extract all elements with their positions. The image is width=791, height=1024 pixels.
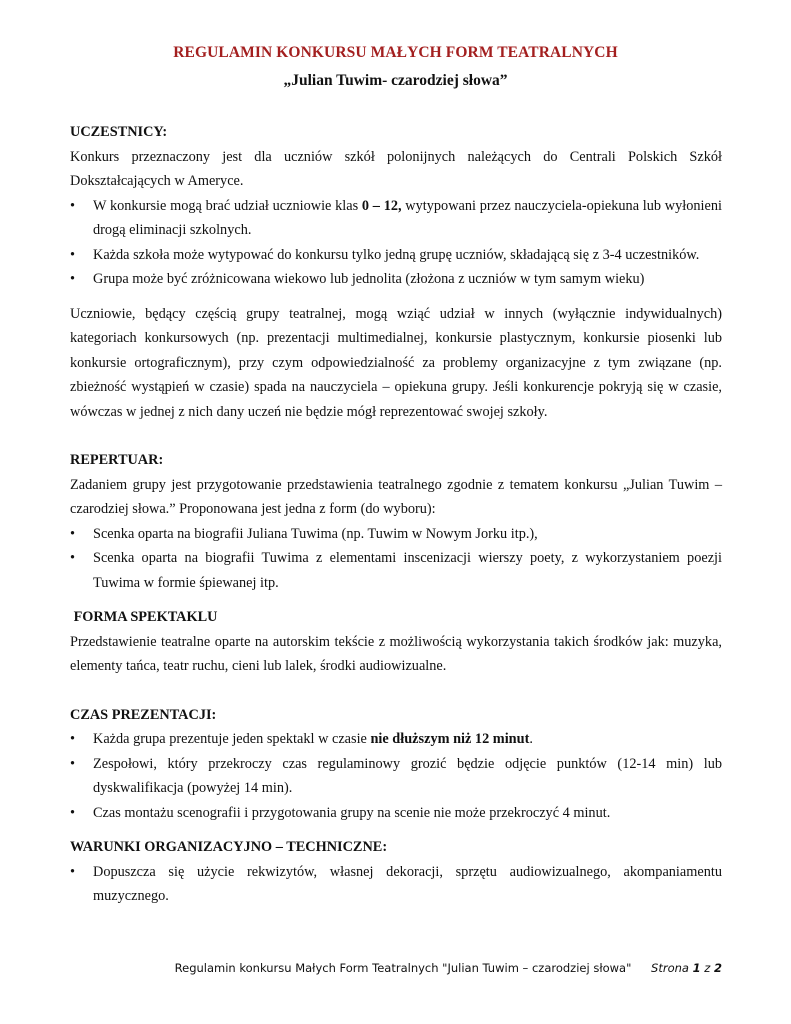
section-heading-warunki: WARUNKI ORGANIZACYJNO – TECHNICZNE: [70,839,388,855]
list-item [70,752,722,801]
paragraph: Konkurs przeznaczony jest dla uczniów szkół polonijnych należących do Centrali Polskich Szkół Dokształcających w Ameryce. [70,148,722,189]
bullet-icon: • [70,525,76,542]
section-heading-repertuar: REPERTUAR: [70,452,164,468]
list-item-text: Scenka oparta na biografii Juliana Tuwima (np. Tuwim w Nowym Jorku itp.), [93,525,538,542]
bullet-icon: • [70,197,76,214]
bullet-icon: • [70,246,76,263]
list-item-text: Scenka oparta na biografii Tuwima z elementami inscenizacji wierszy poety, z wykorzystaniem poezji Tuwima w formie śpiewanej itp. [93,550,722,591]
list-item-text: Dopuszcza się użycie rekwizytów, własnej dekoracji, sprzętu audiowizualnego, akompaniamentu muzycznego. [93,863,722,904]
section-heading-uczestnicy: UCZESTNICY: [70,124,168,140]
paragraph: Zadaniem grupy jest przygotowanie przedstawienia teatralnego zgodnie z tematem konkursu „Julian Tuwim – czarodziej słowa.” Proponowana jest jedna z form (do wyboru): [70,476,722,517]
page-footer [175,961,722,975]
document-subtitle: „Julian Tuwim- czarodziej słowa” [283,72,508,89]
list-item [70,546,722,595]
document-body [70,120,722,909]
list-item-text: Każda grupa prezentuje jeden spektakl w czasie nie dłuższym niż 12 minut. [93,731,533,747]
bullet-icon: • [70,863,76,880]
list-item [70,727,722,752]
page-number: Strona 1 z 2 [651,961,722,975]
list-item [70,522,722,547]
bullet-icon: • [70,271,76,287]
list-item-text: Czas montażu scenografii i przygotowania grupy na scenie nie może przekroczyć 4 minut. [93,804,611,821]
bullet-icon: • [70,731,76,747]
footer-text: Regulamin konkursu Małych Form Teatralnych "Julian Tuwim – czarodziej słowa" [174,961,632,975]
paragraph: Uczniowie, będący częścią grupy teatralnej, mogą wziąć udział w innych (wyłącznie indywidualnych) kategoriach konkursowych (np. prezentacji multimedialnej, konkursie plastycznym, konkursie piosenki lub konkursie ortograficznym), przy czym odpowiedzialność za problemy organizacyjne z tym związane (np. zbieżność wystąpień w czasie) spada na nauczyciela – opiekuna grupy. Jeśli konkurencje pokryją się w czasie, wówczas w jednej z nich dany uczeń nie będzie mógł reprezentować swojej szkoły. [70,305,722,420]
list-item-text: W konkursie mogą brać udział uczniowie klas 0 – 12, wytypowani przez nauczyciela-opiekuna lub wyłonieni drogą eliminacji szkolnych. [93,197,722,238]
paragraph: Przedstawienie teatralne oparte na autorskim tekście z możliwością wykorzystania takich środków jak: muzyka, elementy tańca, teatr ruchu, cieni lub lalek, środki audiowizualne. [70,633,722,674]
list-item-text: Zespołowi, który przekroczy czas regulaminowy grozić będzie odjęcie punktów (12-14 min) lub dyskwalifikacja (powyżej 14 min). [93,755,722,796]
bullet-icon: • [70,804,76,821]
list-item [70,860,722,909]
document-title: REGULAMIN KONKURSU MAŁYCH FORM TEATRALNYCH [173,44,618,61]
bullet-icon: • [70,755,76,772]
section-heading-forma: FORMA SPEKTAKLU [70,609,218,625]
bullet-icon: • [70,550,76,566]
list-item-text: Grupa może być zróżnicowana wiekowo lub jednolita (złożona z uczniów w tym samym wieku) [93,271,645,287]
list-item [70,194,722,243]
list-item [70,243,722,268]
list-item [70,801,722,826]
list-item-text: Każda szkoła może wytypować do konkursu tylko jedną grupę uczniów, składającą się z 3-4 uczestników. [93,246,700,263]
list-item [70,267,722,292]
section-heading-czas: CZAS PREZENTACJI: [70,706,217,723]
